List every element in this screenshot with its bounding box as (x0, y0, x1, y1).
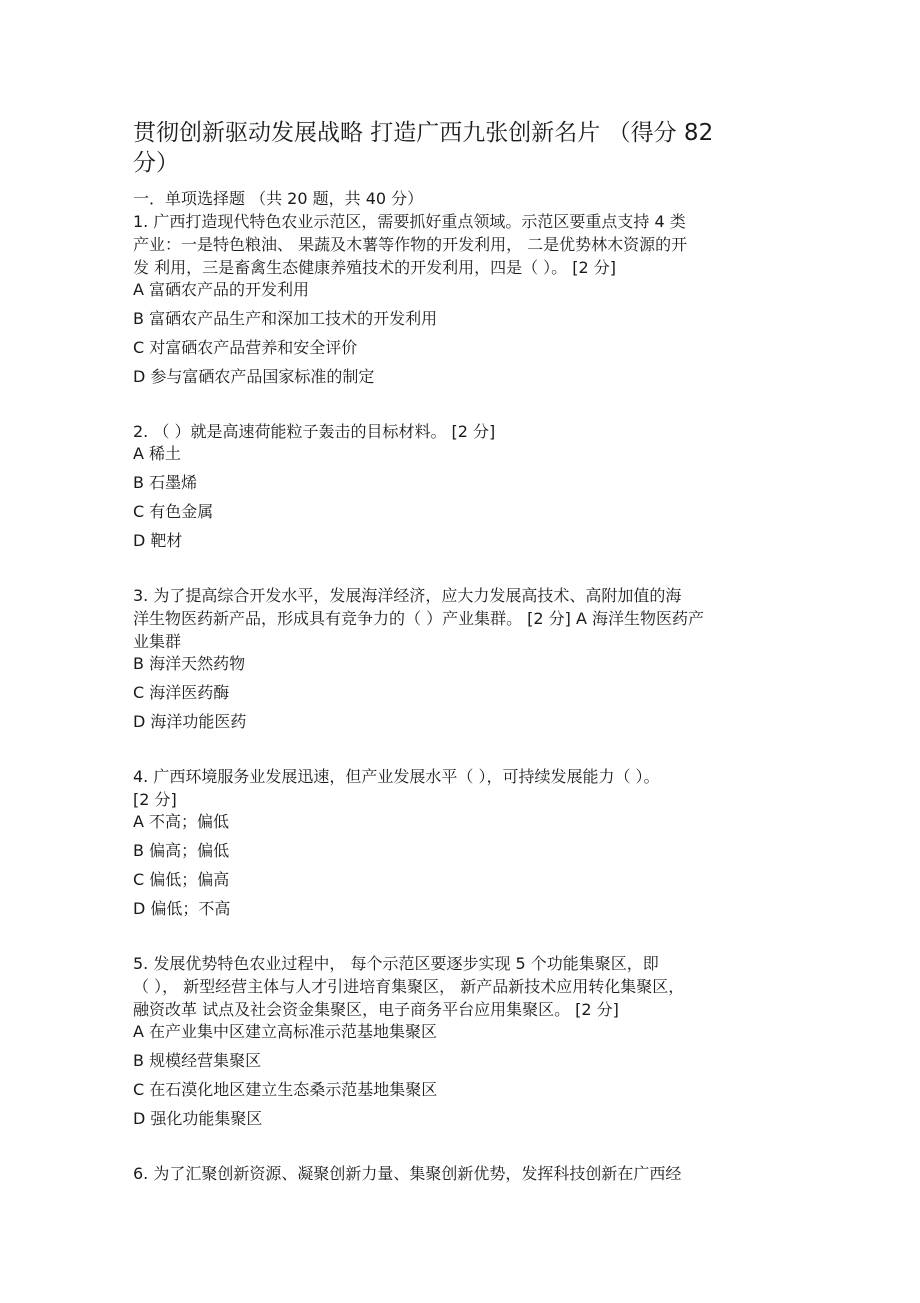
option-b: B 海洋天然药物 (133, 654, 246, 673)
title-line-2: 分） (133, 150, 179, 176)
question-stem-line: 业集群 (133, 632, 182, 651)
option-d: D 参与富硒农产品国家标准的制定 (133, 367, 375, 386)
question-2 (133, 420, 793, 552)
option-a: A 富硒农产品的开发利用 (133, 280, 310, 299)
question-stem-line: （ ）， 新型经营主体与人才引进培育集聚区， 新产品新技术应用转化集聚区， (133, 977, 685, 996)
option-d: D 靶材 (133, 531, 183, 550)
question-stem-line: 1. 广西打造现代特色农业示范区，需要抓好重点领域。示范区要重点支持 4 类 (133, 212, 686, 231)
section-heading: 一．单项选择题 （共 20 题，共 40 分） (133, 189, 424, 208)
option-c: C 海洋医药酶 (133, 683, 230, 702)
document-page (133, 118, 793, 1185)
option-a: A 在产业集中区建立高标准示范基地集聚区 (133, 1022, 438, 1041)
option-d: D 强化功能集聚区 (133, 1109, 263, 1128)
question-stem-line: 发 利用，三是畜禽生态健康养殖技术的开发利用，四是（ ）。 [2 分] (133, 258, 617, 277)
option-b: B 偏高；偏低 (133, 841, 230, 860)
question-6 (133, 1162, 793, 1185)
option-b: B 规模经营集聚区 (133, 1051, 262, 1070)
option-d: D 海洋功能医药 (133, 712, 247, 731)
question-stem-line: 4. 广西环境服务业发展迅速，但产业发展水平（ ），可持续发展能力（ ）。 (133, 767, 660, 786)
question-stem-line: 2. （ ）就是高速荷能粒子轰击的目标材料。 [2 分] (133, 422, 496, 441)
question-stem-line: 5. 发展优势特色农业过程中， 每个示范区要逐步实现 5 个功能集聚区，即 (133, 954, 659, 973)
question-4 (133, 765, 793, 920)
option-c: C 有色金属 (133, 502, 214, 521)
option-a: A 不高；偏低 (133, 812, 230, 831)
option-c: C 偏低；偏高 (133, 870, 230, 889)
option-b: B 富硒农产品生产和深加工技术的开发利用 (133, 309, 438, 328)
question-stem-line: 洋生物医药新产品，形成具有竞争力的（ ）产业集群。 [2 分] A 海洋生物医药产 (133, 609, 705, 628)
question-stem-line: 产业：一是特色粮油、 果蔬及木薯等作物的开发利用， 二是优势林木资源的开 (133, 235, 688, 254)
document-title (133, 118, 793, 178)
option-b: B 石墨烯 (133, 473, 198, 492)
question-5 (133, 952, 793, 1130)
option-a: A 稀土 (133, 444, 182, 463)
question-stem-line: 融资改革 试点及社会资金集聚区，电子商务平台应用集聚区。 [2 分] (133, 1000, 619, 1019)
question-stem-line: 3. 为了提高综合开发水平，发展海洋经济，应大力发展高技术、高附加值的海 (133, 586, 682, 605)
question-stem-line: 6. 为了汇聚创新资源、凝聚创新力量、集聚创新优势，发挥科技创新在广西经 (133, 1164, 682, 1183)
option-d: D 偏低；不高 (133, 899, 231, 918)
option-c: C 对富硒农产品营养和安全评价 (133, 338, 358, 357)
question-stem-line: [2 分] (133, 790, 177, 809)
option-c: C 在石漠化地区建立生态桑示范基地集聚区 (133, 1080, 438, 1099)
title-line-1: 贯彻创新驱动发展战略 打造广西九张创新名片 （得分 82 (133, 120, 714, 146)
question-1 (133, 210, 793, 388)
question-3 (133, 584, 793, 733)
